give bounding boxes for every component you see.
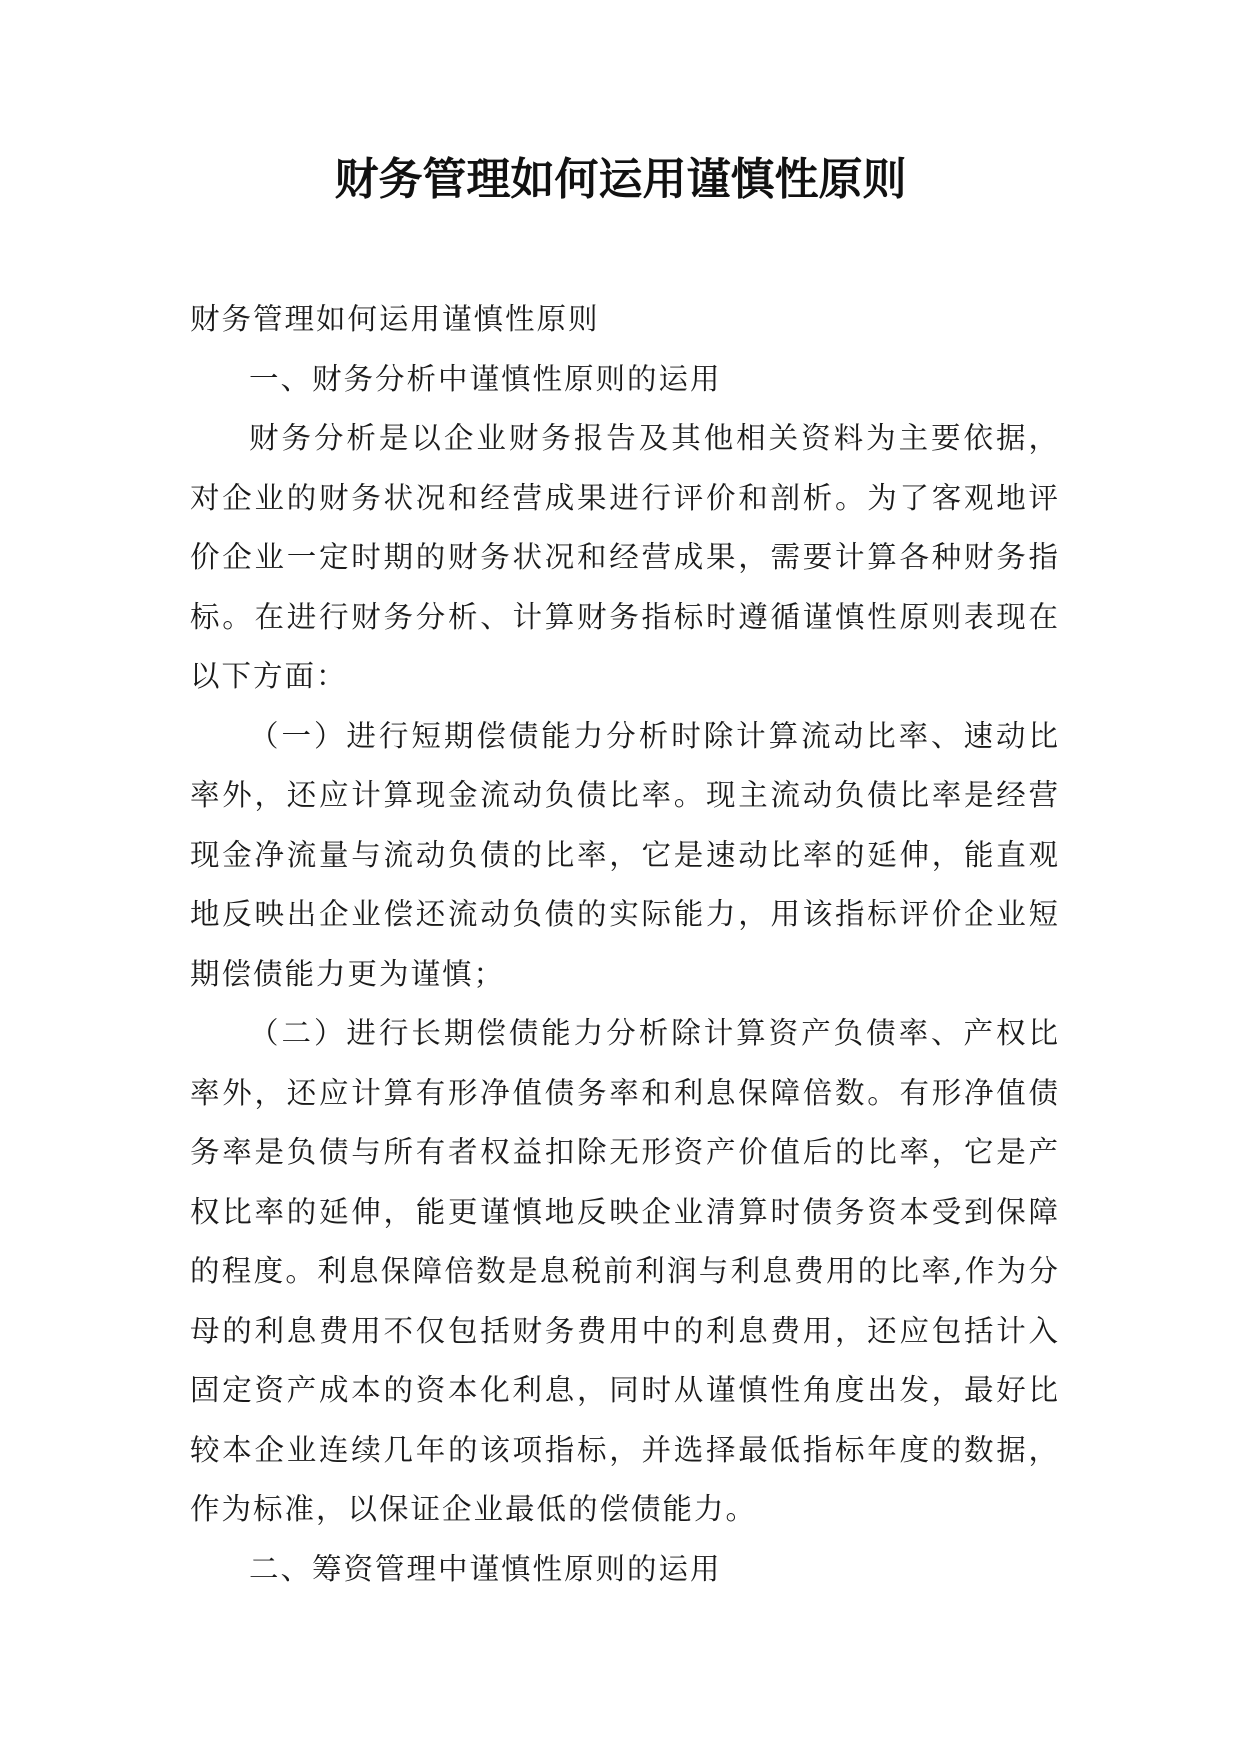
document-body	[190, 290, 1060, 1599]
paragraph-long-term-solvency: （二）进行长期偿债能力分析除计算资产负债率、产权比率外，还应计算有形净值债务率和利息保障倍数。有形净值债务率是负债与所有者权益扣除无形资产价值后的比率，它是产权比率的延伸，能更谨慎地反映企业清算时债务资本受到保障的程度。利息保障倍数是息税前利润与利息费用的比率,作为分母的利息费用不仅包括财务费用中的利息费用，还应包括计入固定资产成本的资本化利息，同时从谨慎性角度出发，最好比较本企业连续几年的该项指标，并选择最低指标年度的数据，作为标准，以保证企业最低的偿债能力。	[190, 1016, 1060, 1526]
section-heading-financial-analysis: 一、财务分析中谨慎性原则的运用	[249, 361, 722, 396]
paragraph-financial-analysis-intro: 财务分析是以企业财务报告及其他相关资料为主要依据，对企业的财务状况和经营成果进行评价和剖析。为了客观地评价企业一定时期的财务状况和经营成果，需要计算各种财务指标。在进行财务分析、计算财务指标时遵循谨慎性原则表现在以下方面：	[190, 421, 1060, 693]
section-heading-financing-management: 二、筹资管理中谨慎性原则的运用	[249, 1551, 722, 1586]
paragraph-short-term-solvency: （一）进行短期偿债能力分析时除计算流动比率、速动比率外，还应计算现金流动负债比率。现主流动负债比率是经营现金净流量与流动负债的比率，它是速动比率的延伸，能直观地反映出企业偿还流动负债的实际能力，用该指标评价企业短期偿债能力更为谨慎；	[190, 718, 1060, 991]
document-title: 财务管理如何运用谨慎性原则	[334, 154, 907, 205]
document-subtitle: 财务管理如何运用谨慎性原则	[190, 302, 600, 336]
